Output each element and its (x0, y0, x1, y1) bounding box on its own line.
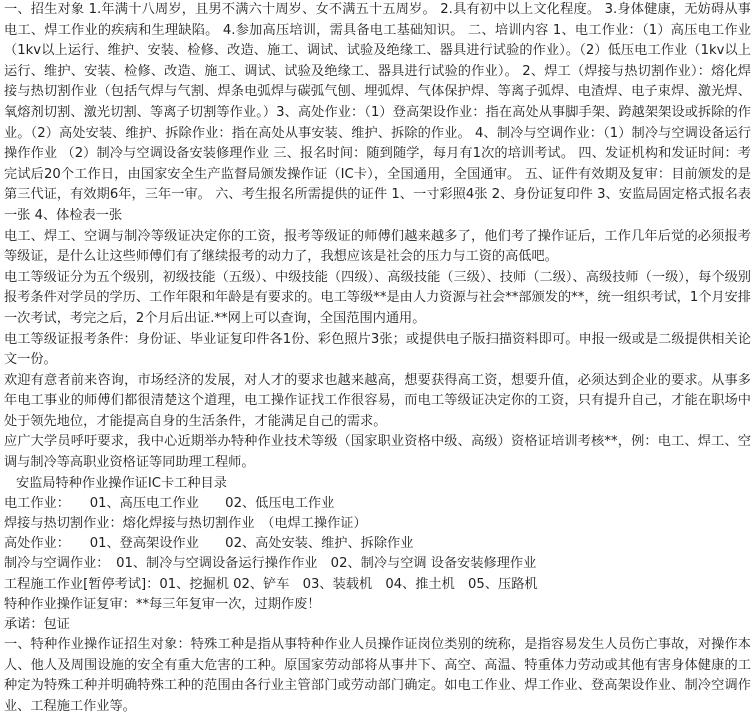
list-item: 电工作业： 01、高压电工作业 02、低压电工作业 (4, 495, 335, 511)
list-item: 制冷与空调作业： 01、制冷与空调设备运行操作作业 02、制冷与空调 设备安装修理作业 (4, 556, 537, 572)
list-item: 焊接与热切割作业：熔化焊接与热切割作业 （电焊工操作证） (4, 516, 367, 532)
application-requirements-paragraph: 电工等级证报考条件：身份证、毕业证复印件各1份、彩色照片3张；或提供电子版扫描资料即可。申报一级或是二级提供相关论文一份。 (4, 331, 751, 368)
list-heading: 安监局特种作业操作证IC卡工种目录 (16, 475, 227, 491)
list-item: 特种作业操作证复审：**每三年复审一次，过期作废！ (4, 596, 321, 612)
grade-certificate-intro-paragraph: 电工、焊工、空调与制冷等级证决定你的工资，报考等级证的师傅们越来越多了，他们考了操作证后，工作几年后觉的必须报考等级证，是什么让这些师傅们有了继续报考的动力了，我想应该是社会的压力与工资的高低吧。 (4, 228, 751, 265)
grade-levels-paragraph: 电工等级证分为五个级别，初级技能（五级）、中级技能（四级）、高级技能（三级）、技师（二级）、高级技师（一级），每个级别报考条件对学员的学历、工作年限和年龄是有要求的。电工等级**是由人力资源与社会**部颁发的**，统一组织考试，1个月安排一次考试，考完之后，2个月后出证.**网上可以查询，全国范围内通用。 (4, 269, 751, 326)
list-item: 高处作业： 01、登高架设作业 02、高处安装、维护、拆除作业 (4, 536, 414, 552)
list-item: 工程施工作业[暂停考试]：01、挖掘机 02、铲车 03、装载机 04、推土机 05、压路机 (4, 576, 538, 592)
welcome-consultation-paragraph: 欢迎有意者前来咨询，市场经济的发展，对人才的要求也越来越高，想要获得高工资，想要升值，必须达到企业的要求。从事多年电工事业的师傅们都很清楚这个道理，电工操作证找工作很容易，而电工等级证决定你的工资，只有提升自己，才能在职场中处于领先地位，才能提高自身的生活条件，才能满足自己的需求。 (4, 372, 751, 429)
special-operations-paragraph: 一、特种作业操作证招生对象：特殊工种是指从事特种作业人员操作证岗位类别的统称，是指容易发生人员伤亡事故，对操作本人、他人及周围设施的安全有重大危害的工种。原国家劳动部将从事井下、高空、高温、特重体力劳动或其他有害身体健康的工种定为特殊工种并明确特殊工种的范围由各行业主管部门或劳动部门确定。如电工作业、焊工作业、登高架设作业、制冷空调作业、工程施工作业等。 (4, 637, 751, 715)
training-overview-paragraph: 一、招生对象 1.年满十八周岁，且男不满六十周岁、女不满五十五周岁。 2.具有初中以上文化程度。 3.身体健康，无妨碍从事电工、焊工作业的疾病和生理缺陷。 4.参加高压培训，需具备电工基础知识。 二、培训内容 1、电工作业：（1）高压电工作业（1kv以上运行、维护、安装、检修、改造、施工、调试、试验及绝缘工、器具进行试验的作业）。（2）低压电工作业（1kv以上运行、维护、安装、检修、改造、施工、调试、试验及绝缘工、器具进行试验的作业）。 2、焊工（焊接与热切割作业）：熔化焊接与热切割作业（包括气焊与气割、焊条电弧焊与碳弧气刨、埋弧焊、气体保护焊、等离子弧焊、电渣焊、电子束焊、激光焊、氧熔剂切割、激光切割、等离子切割等作业。）3、高处作业：（1）登高架设作业：指在高处从事脚手架、跨越架架设或拆除的作业。（2）高处安装、维护、拆除作业：指在高处从事安装、维护、拆除的作业。 4、制冷与空调作业：（1）制冷与空调设备运行操作作业 （2）制冷与空调设备安装修理作业 三、报名时间：随到随学，每月有1次的培训考试。 四、发证机构和发证时间：考完试后20个工作日，由国家安全生产监督局颁发操作证（IC卡），全国通用，全国通审。 五、证件有效期及复审：目前颁发的是第三代证，有效期6年，三年一审。 六、考生报名所需提供的证件 1、一寸彩照4张 2、身份证复印件 3、安监局固定格式报名表一张 4、体检表一张 (4, 2, 751, 223)
ic-card-category-list (4, 474, 751, 636)
list-item: 承诺：包证 (4, 617, 70, 633)
training-announcement-paragraph: 应广大学员呼吁要求，我中心近期举办特种作业技术等级（国家职业资格中级、高级）资格证培训考核**，例：电工、焊工、空调与制冷等高职业资格证等同助理工程师。 (4, 434, 751, 471)
